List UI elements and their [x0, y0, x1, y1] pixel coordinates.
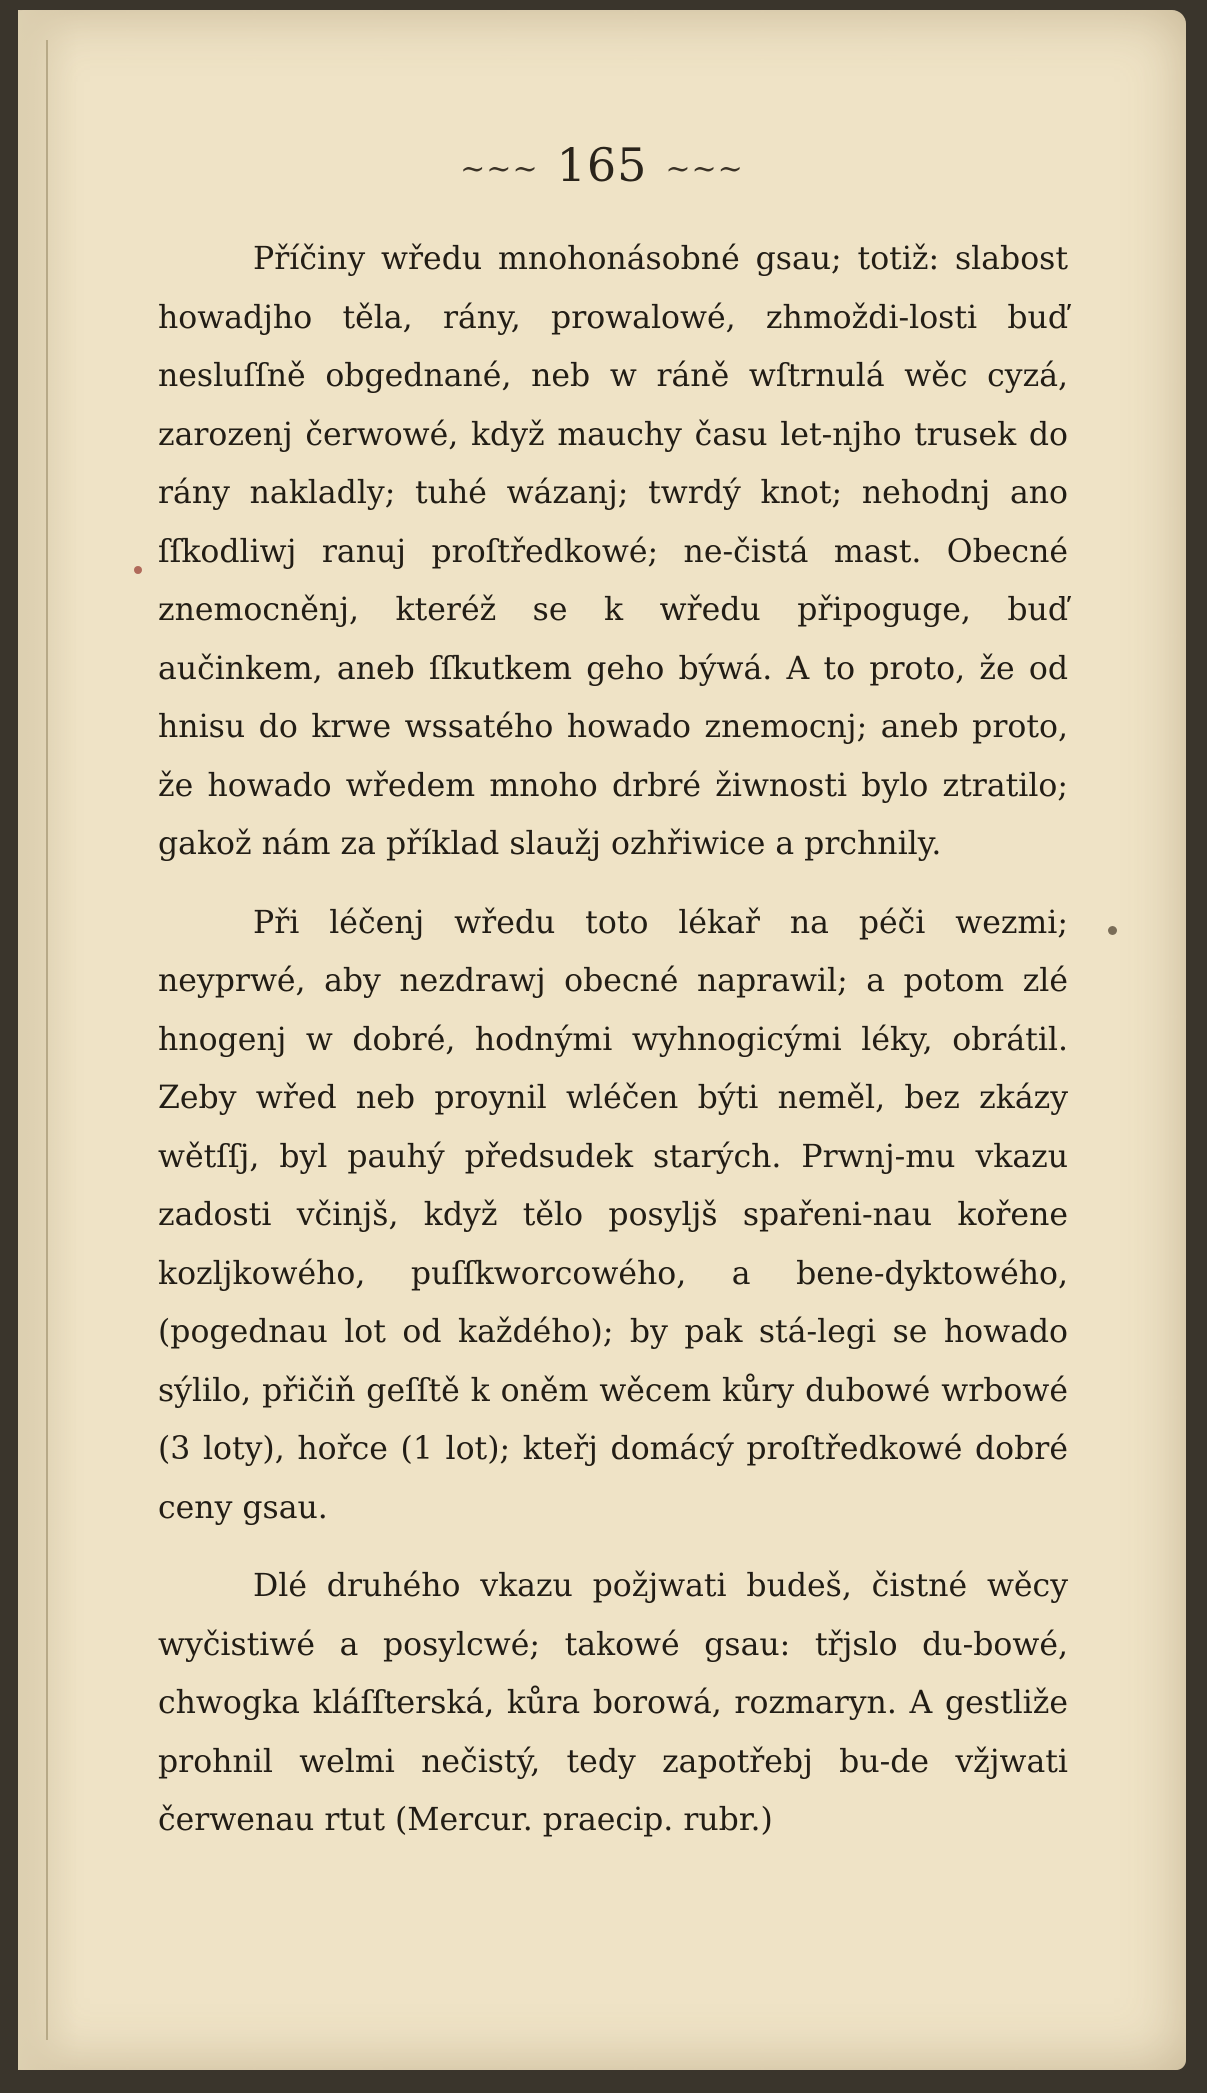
header-ornament-left: ~~~ — [460, 151, 539, 187]
paragraph-causes: Příčiny wředu mnohonásobné gsau; totiž: slabost howadjho těla, rány, prowalowé, zhmoždi-losti buď nesluſſně obgednané, neb w ráně wſtrnulá wěc cyzá, zarozenj čerwowé, když mauchy času let-njho trusek do rány nakladly; tuhé wázanj; twrdý knot; nehodnj ano ſſkodliwj ranuj proſtředkowé; ne-čistá mast. Obecné znemocněnj, kteréž se k wředu připoguge, buď aučinkem, aneb ſſkutkem geho býwá. A to proto, že od hnisu do krwe wssatého howado znemocnj; aneb proto, že howado wředem mnoho drbré žiwnosti bylo ztratilo; gakož nám za příklad slaužj ozhřiwice a prchnily. — [158, 241, 1068, 862]
page-number: 165 — [556, 138, 648, 192]
page-gutter — [18, 10, 78, 2070]
page-header — [18, 138, 1186, 192]
body-text — [158, 230, 1068, 1870]
paragraph-treatment: Při léčenj wředu toto lékař na péči wezmi; neyprwé, aby nezdrawj obecné naprawil; a potom zlé hnogenj w dobré, hodnými wyhnogicými léky, obrátil. Zeby wřed neb proynil wléčen býti neměl, bez zkázy wětſſj, byl pauhý předsudek starých. Prwnj-mu vkazu zadosti včinjš, když tělo posyljš spařeni-nau kořene kozljkowého, puſſkworcowého, a bene-dyktowého, (pogednau lot od každého); by pak stá-legi se howado sýlilo, přičiň geſſtě k oněm wěcem kůry dubowé wrbowé (3 loty), hořce (1 lot); kteřj domácý proſtředkowé dobré ceny gsau. — [158, 904, 1068, 1526]
binding-line — [46, 40, 48, 2040]
paragraph-second-rule: Dlé druhého vkazu požjwati budeš, čistné wěcy wyčistiwé a posylcwé; takowé gsau: třjslo du-bowé, chwogka kláſſterská, kůra borowá, rozmaryn. A gestliže prohnil welmi nečistý, tedy zapotřebj bu-de vžjwati čerwenau rtut (Mercur. praecip. rubr.) — [158, 1568, 1068, 1838]
header-ornament-right: ~~~ — [665, 151, 744, 187]
ink-spot — [1108, 926, 1117, 935]
book-page — [18, 10, 1186, 2070]
ink-spot — [134, 566, 142, 574]
